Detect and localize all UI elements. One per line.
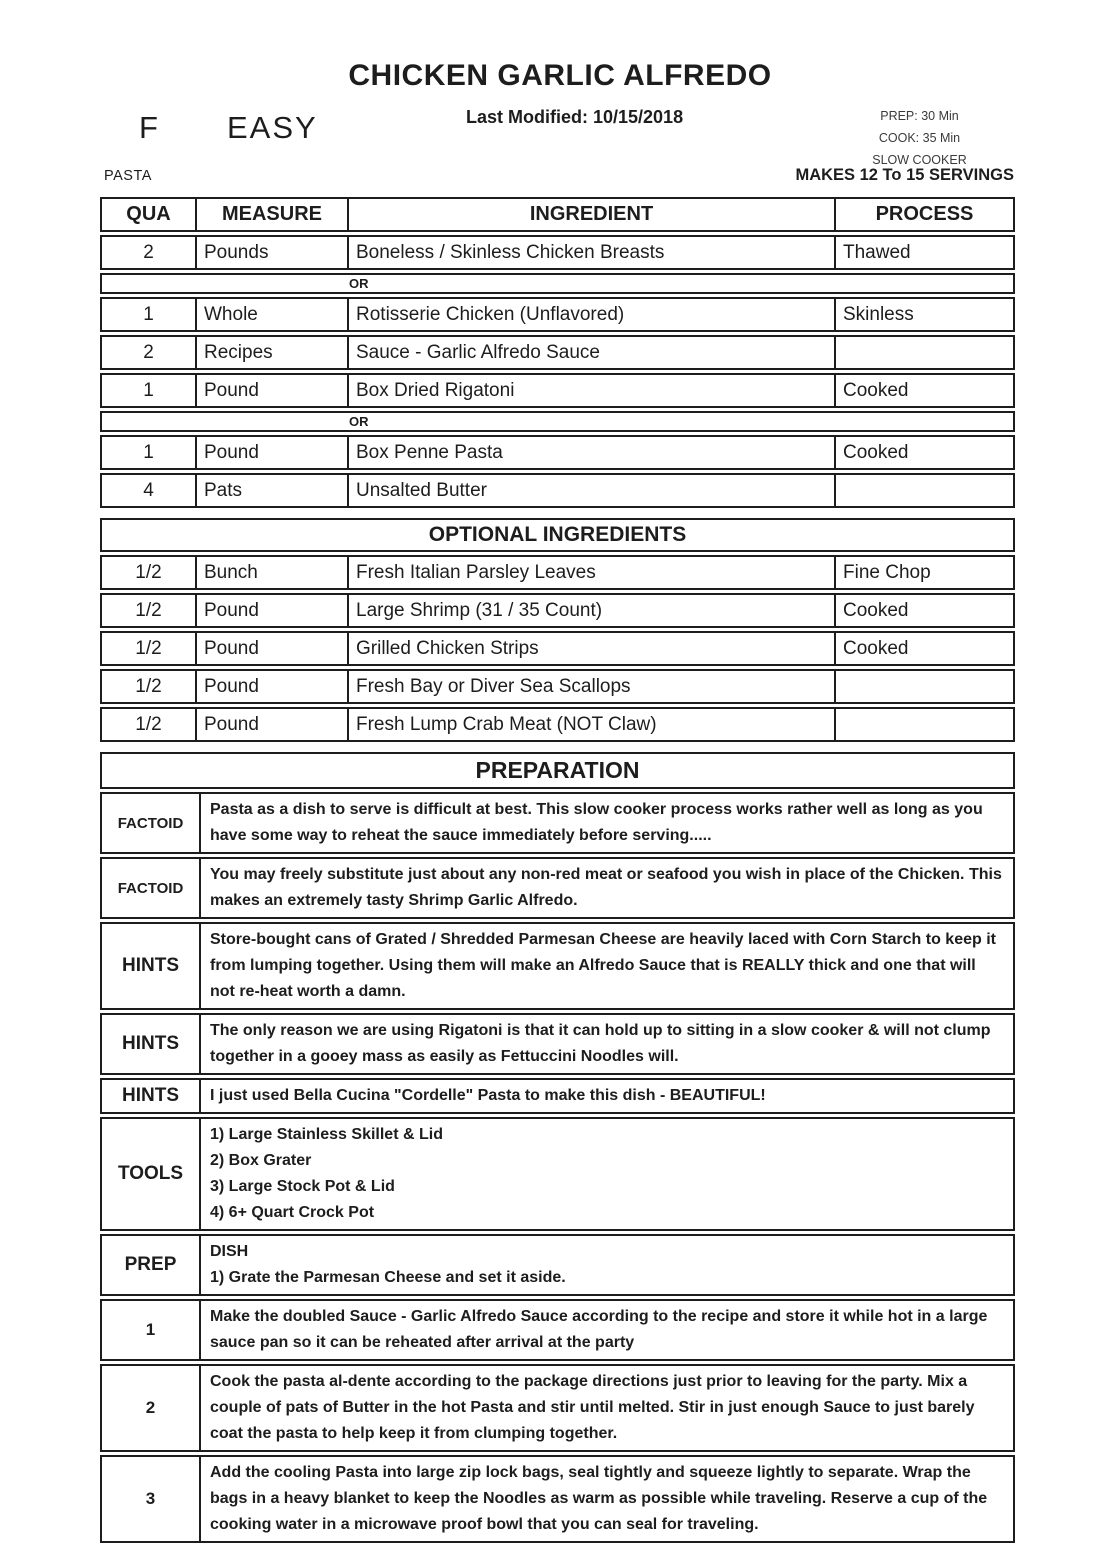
process-cell: Skinless (843, 304, 914, 325)
measure-cell: Pound (197, 375, 349, 406)
row-label: HINTS (102, 1080, 201, 1112)
preparation-row (100, 1078, 1015, 1114)
grade-label: F (139, 110, 158, 145)
ingredient-cell: Fresh Lump Crab Meat (NOT Claw) (349, 709, 836, 740)
col-header-measure: MEASURE (197, 199, 349, 230)
ingredients-table (100, 197, 1015, 508)
row-label: FACTOID (102, 859, 201, 917)
row-text: The only reason we are using Rigatoni is that it can hold up to sitting in a slow cooker & will not clump together in a gooey mass as easily as Fettuccini Noodles will. (210, 1022, 991, 1065)
process-cell (836, 671, 1013, 702)
ingredient-cell: Box Dried Rigatoni (349, 375, 836, 406)
prep-time: PREP: 30 Min (880, 109, 959, 123)
qua-cell: 1/2 (102, 709, 197, 740)
preparation-row-tools (100, 1117, 1015, 1231)
table-row (100, 373, 1015, 408)
process-cell: Cooked (843, 638, 909, 659)
measure-cell: Pound (197, 709, 349, 740)
col-header-process: PROCESS (875, 203, 974, 225)
qua-cell: 2 (102, 337, 197, 368)
table-row (100, 297, 1015, 332)
row-label: TOOLS (102, 1119, 201, 1229)
qua-cell: 1/2 (102, 595, 197, 626)
preparation-row (100, 922, 1015, 1010)
recipe-title: CHICKEN GARLIC ALFREDO (348, 59, 772, 92)
tool-item: 1) Large Stainless Skillet & Lid (210, 1126, 443, 1143)
ingredient-cell: Unsalted Butter (349, 475, 836, 506)
table-row (100, 555, 1015, 590)
measure-cell: Pats (197, 475, 349, 506)
qua-cell: 2 (102, 237, 197, 268)
measure-cell: Whole (197, 299, 349, 330)
row-label: HINTS (102, 1015, 201, 1073)
ingredient-cell: Large Shrimp (31 / 35 Count) (349, 595, 836, 626)
prep-step: 1) Grate the Parmesan Cheese and set it aside. (210, 1269, 566, 1286)
table-row (100, 473, 1015, 508)
row-text: I just used Bella Cucina "Cordelle" Pasta to make this dish - BEAUTIFUL! (210, 1087, 766, 1104)
prep-heading: DISH (210, 1243, 249, 1260)
qua-cell: 1 (102, 375, 197, 406)
measure-cell: Pound (197, 671, 349, 702)
row-label: PREP (102, 1236, 201, 1294)
table-row (100, 707, 1015, 742)
step-number: 3 (102, 1457, 201, 1541)
process-cell (836, 337, 1013, 368)
qua-cell: 1/2 (102, 671, 197, 702)
step-number: 1 (102, 1301, 201, 1359)
table-row (100, 435, 1015, 470)
optional-ingredients-title: OPTIONAL INGREDIENTS (100, 518, 1015, 552)
optional-ingredients-table (100, 518, 1015, 742)
servings-label: MAKES 12 To 15 SERVINGS (795, 166, 1014, 184)
step-text: Make the doubled Sauce - Garlic Alfredo Sauce according to the recipe and store it while hot in a large sauce pan so it can be reheated after arrival at the party (210, 1308, 988, 1351)
measure-cell: Recipes (197, 337, 349, 368)
ingredient-cell: Sauce - Garlic Alfredo Sauce (349, 337, 836, 368)
preparation-row (100, 792, 1015, 854)
step-text: Add the cooling Pasta into large zip lock bags, seal tightly and squeeze lightly to separate. Wrap the bags in a heavy blanket to keep the Noodles as warm as possible while traveling. Reserve a cup of the cooking water in a microwave proof bowl that you can seal for traveling. (210, 1464, 988, 1533)
cook-method: SLOW COOKER (872, 153, 967, 167)
qua-cell: 1 (102, 299, 197, 330)
row-label: FACTOID (102, 794, 201, 852)
table-row (100, 669, 1015, 704)
row-text (201, 1236, 1013, 1294)
preparation-table (100, 752, 1015, 1543)
measure-cell: Pound (197, 595, 349, 626)
preparation-title: PREPARATION (100, 752, 1015, 789)
process-cell: Thawed (843, 242, 911, 263)
ingredient-cell: Fresh Italian Parsley Leaves (349, 557, 836, 588)
preparation-row-prep (100, 1234, 1015, 1296)
col-header-qua: QUA (102, 199, 197, 230)
ingredient-cell: Box Penne Pasta (349, 437, 836, 468)
tool-item: 4) 6+ Quart Crock Pot (210, 1204, 375, 1221)
table-row (100, 593, 1015, 628)
measure-cell: Pounds (197, 237, 349, 268)
process-cell: Cooked (843, 442, 909, 463)
table-row (100, 235, 1015, 270)
preparation-row (100, 1455, 1015, 1543)
row-text: Pasta as a dish to serve is difficult at best. This slow cooker process works rather well as long as you have some way to reheat the sauce immediately before serving..... (210, 801, 983, 844)
step-text: Cook the pasta al-dente according to the package directions just prior to leaving for the party. Mix a couple of pats of Butter in the hot Pasta and stir until melted. Stir in just enough Sauce to just barely coat the pasta to help keep it from clumping together. (210, 1373, 975, 1442)
preparation-row (100, 857, 1015, 919)
ingredient-cell: Rotisserie Chicken (Unflavored) (349, 299, 836, 330)
measure-cell: Pound (197, 437, 349, 468)
ingredient-cell: Boneless / Skinless Chicken Breasts (349, 237, 836, 268)
measure-cell: Pound (197, 633, 349, 664)
ingredient-cell: Fresh Bay or Diver Sea Scallops (349, 671, 836, 702)
table-row (100, 335, 1015, 370)
process-cell: Cooked (843, 380, 909, 401)
tool-item: 2) Box Grater (210, 1152, 312, 1169)
process-cell (836, 475, 1013, 506)
qua-cell: 1 (102, 437, 197, 468)
time-meta-block (847, 105, 992, 171)
tool-item: 3) Large Stock Pot & Lid (210, 1178, 395, 1195)
qua-cell: 1/2 (102, 633, 197, 664)
col-header-ingredient: INGREDIENT (349, 199, 836, 230)
step-number: 2 (102, 1366, 201, 1450)
or-divider-row: OR (100, 411, 1015, 432)
ingredient-cell: Grilled Chicken Strips (349, 633, 836, 664)
process-cell (836, 709, 1013, 740)
qua-cell: 4 (102, 475, 197, 506)
row-text: You may freely substitute just about any non-red meat or seafood you wish in place of the Chicken. This makes an extremely tasty Shrimp Garlic Alfredo. (210, 866, 1002, 909)
ingredients-header-row (100, 197, 1015, 232)
last-modified: Last Modified: 10/15/2018 (466, 107, 684, 127)
qua-cell: 1/2 (102, 557, 197, 588)
cook-time: COOK: 35 Min (878, 131, 961, 145)
preparation-row (100, 1299, 1015, 1361)
process-cell: Fine Chop (843, 562, 931, 583)
row-label: HINTS (102, 924, 201, 1008)
difficulty-label: EASY (227, 110, 318, 145)
category-label: PASTA (104, 168, 152, 184)
or-divider-row: OR (100, 273, 1015, 294)
table-row (100, 631, 1015, 666)
preparation-row (100, 1364, 1015, 1452)
process-cell: Cooked (843, 600, 909, 621)
row-text: Store-bought cans of Grated / Shredded Parmesan Cheese are heavily laced with Corn Starch to keep it from lumping together. Using them will make an Alfredo Sauce that is REALLY thick and one that will not re-heat worth a damn. (210, 931, 996, 1000)
preparation-row (100, 1013, 1015, 1075)
tables-area (100, 197, 1015, 1553)
row-text (201, 1119, 1013, 1229)
measure-cell: Bunch (197, 557, 349, 588)
